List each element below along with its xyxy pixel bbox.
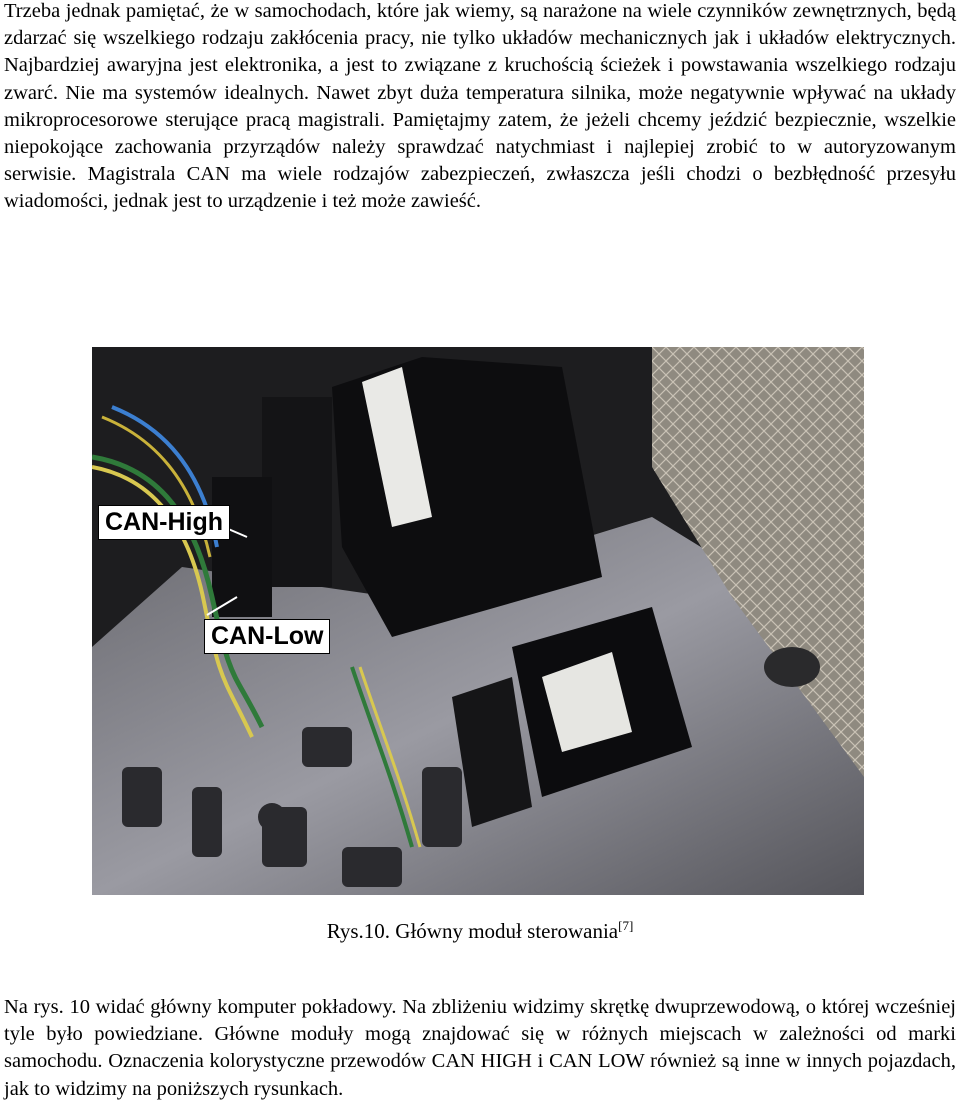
body-paragraph: Na rys. 10 widać główny komputer pokładowy. Na zbliżeniu widzimy skrętkę dwuprzewodową, o której wcześniej tyle było powiedziane. Główne moduły mogą znajdować się w różnych miejscach w zależności od marki samochodu. Oznaczenia kolorystyczne przewodów CAN HIGH i CAN LOW również są inne w innych pojazdach, jak to widzimy na poniższych rysunkach. (4, 996, 956, 1100)
figure-caption (0, 918, 960, 944)
can-high-label: CAN-High (98, 505, 230, 540)
can-low-label: CAN-Low (204, 619, 330, 654)
caption-text: Rys.10. Główny moduł sterowania (326, 919, 619, 943)
intro-paragraph: Trzeba jednak pamiętać, że w samochodach, które jak wiemy, są narażone na wiele czynników zewnętrznych, będą zdarzać się wszelkiego rodzaju zakłócenia pracy, nie tylko układów mechanicznych jak i układów elektrycznych. Najbardziej awaryjna jest elektronika, a jest to związane z kruchością ścieżek i powstawania wszelkiego rodzaju zwarć. Nie ma systemów idealnych. Nawet zbyt duża temperatura silnika, może negatywnie wpływać na układy mikroprocesorowe sterujące pracą magistrali. Pamiętajmy zatem, że jeżeli chcemy jeździć bezpiecznie, wszelkie niepokojące zachowania przyrządów należy sprawdzać natychmiast i najlepiej zrobić to w autoryzowanym serwisie. Magistrala CAN ma wiele rodzajów zabezpieczeń, zwłaszcza jeśli chodzi o bezbłędność przesyłu wiadomości, jednak jest to urządzenie i też może zawieść. (4, 0, 956, 213)
caption-reference: [7] (618, 918, 634, 933)
control-module-photo (92, 347, 864, 895)
